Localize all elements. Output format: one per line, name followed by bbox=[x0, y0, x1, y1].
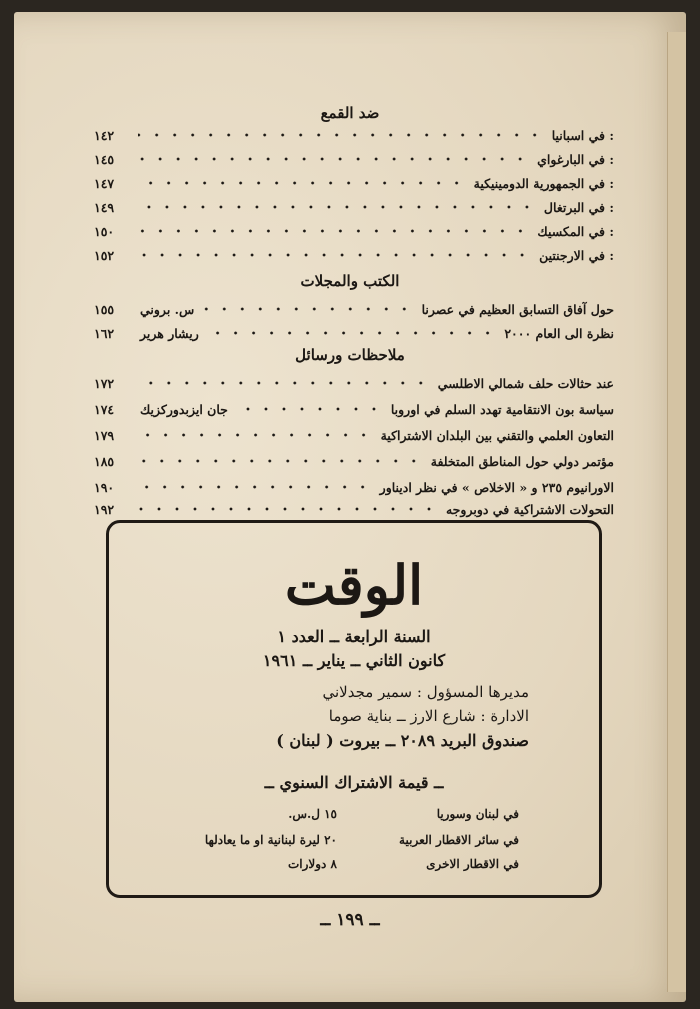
entry-title: في اسبانيا : bbox=[551, 127, 614, 143]
toc-entry bbox=[94, 220, 614, 242]
entry-title: نظرة الى العام ٢٠٠٠ bbox=[504, 325, 614, 341]
leader-dots bbox=[138, 180, 466, 186]
entry-page: ١٤٧ bbox=[94, 175, 115, 191]
page-edge bbox=[667, 32, 686, 992]
entry-page: ١٧٢ bbox=[94, 375, 115, 391]
entry-author: جان ايزبدوركزيك bbox=[140, 401, 228, 417]
entry-title: عند حثالات حلف شمالي الاطلسي bbox=[437, 375, 614, 391]
subscription-price: ٢٠ ليرة لبنانية او ما يعادلها bbox=[204, 833, 337, 847]
entry-page: ١٥٢ bbox=[94, 247, 115, 263]
toc-entry bbox=[94, 148, 614, 170]
entry-page: ١٤٩ bbox=[94, 199, 115, 215]
toc-entry bbox=[94, 196, 614, 218]
entry-title: في البارغواي : bbox=[537, 151, 614, 167]
section-title: ضد القمع bbox=[320, 104, 380, 122]
toc-entry bbox=[94, 398, 614, 420]
masthead-box bbox=[106, 520, 602, 898]
entry-page: ١٨٥ bbox=[94, 453, 115, 469]
editor-line: مديرها المسؤول : سمير مجدلاني bbox=[322, 683, 529, 701]
entry-page: ١٧٩ bbox=[94, 427, 115, 443]
entry-title: الاورانيوم ٢٣٥ و « الاخلاص » في نظر ادیناور bbox=[379, 479, 614, 495]
leader-dots bbox=[138, 432, 373, 438]
toc-entry bbox=[94, 372, 614, 394]
entry-page: ١٤٥ bbox=[94, 151, 115, 167]
entry-title: التعاون العلمي والتقني بين البلدان الاشتراكية bbox=[380, 427, 614, 443]
leader-dots bbox=[138, 252, 531, 258]
issue-date: كانون الثاني ــ يناير ــ ١٩٦١ bbox=[262, 651, 446, 670]
entry-title: في المكسيك : bbox=[537, 223, 614, 239]
entry-title: في البرتغال : bbox=[543, 199, 614, 215]
toc-entry bbox=[94, 450, 614, 472]
entry-title: في الارجنتين : bbox=[539, 247, 614, 263]
toc-entry bbox=[94, 244, 614, 266]
leader-dots bbox=[207, 330, 497, 336]
subscription-place: في الاقطار الاخرى bbox=[426, 857, 519, 871]
toc-entry bbox=[94, 498, 614, 520]
leader-dots bbox=[138, 506, 438, 512]
entry-author: ريشار هرير bbox=[140, 325, 199, 341]
subscription-title: ــ قيمة الاشتراك السنوي ــ bbox=[264, 773, 444, 792]
entry-title: مؤتمر دولي حول المناطق المتخلفة bbox=[430, 453, 614, 469]
toc-entry bbox=[94, 172, 614, 194]
year-issue: السنة الرابعة ــ العدد ١ bbox=[277, 627, 431, 646]
toc-entry bbox=[94, 298, 614, 320]
section-title: ملاحظات ورسائل bbox=[295, 346, 405, 364]
document-page bbox=[14, 12, 686, 1002]
leader-dots bbox=[138, 132, 544, 138]
entry-page: ١٧٤ bbox=[94, 401, 115, 417]
entry-page: ١٥٥ bbox=[94, 301, 115, 317]
toc-entry bbox=[94, 124, 614, 146]
entry-title: التحولات الاشتراكية في دوبروجه bbox=[445, 501, 614, 517]
leader-dots bbox=[236, 406, 383, 412]
toc-entry bbox=[94, 322, 614, 344]
entry-page: ١٥٠ bbox=[94, 223, 115, 239]
leader-dots bbox=[138, 228, 529, 234]
subscription-price: ١٥ ل.س. bbox=[288, 807, 337, 821]
subscription-place: في لبنان وسوريا bbox=[436, 807, 519, 821]
leader-dots bbox=[138, 156, 529, 162]
leader-dots bbox=[138, 204, 536, 210]
entry-title: في الجمهورية الدومينيكية : bbox=[473, 175, 614, 191]
subscription-place: في سائر الاقطار العربية bbox=[399, 833, 519, 847]
toc-entry bbox=[94, 424, 614, 446]
entry-page: ١٩٠ bbox=[94, 479, 115, 495]
magazine-name: الوقت bbox=[284, 553, 424, 617]
entry-author: س. بروني bbox=[140, 301, 195, 317]
leader-dots bbox=[202, 306, 413, 312]
subscription-row bbox=[189, 857, 519, 877]
subscription-row bbox=[189, 833, 519, 853]
subscription-price: ٨ دولارات bbox=[287, 857, 337, 871]
section-title: الكتب والمجلات bbox=[300, 272, 400, 290]
leader-dots bbox=[138, 484, 372, 490]
leader-dots bbox=[138, 458, 423, 464]
entry-title: حول آفاق التسابق العظيم في عصرنا bbox=[421, 301, 614, 317]
entry-page: ١٩٢ bbox=[94, 501, 115, 517]
entry-page: ١٤٢ bbox=[94, 127, 115, 143]
subscription-row bbox=[189, 807, 519, 827]
page-number: ــ ١٩٩ ــ bbox=[320, 910, 380, 930]
toc-entry bbox=[94, 476, 614, 498]
entry-page: ١٦٢ bbox=[94, 325, 115, 341]
leader-dots bbox=[138, 380, 430, 386]
entry-title: سياسة بون الانتقامية تهدد السلم في اوروبا bbox=[390, 401, 614, 417]
address-line: الادارة : شارع الارز ــ بناية صوما bbox=[328, 707, 529, 725]
pobox-line: صندوق البريد ٢٠٨٩ ــ بيروت ( لبنان ) bbox=[276, 731, 529, 750]
